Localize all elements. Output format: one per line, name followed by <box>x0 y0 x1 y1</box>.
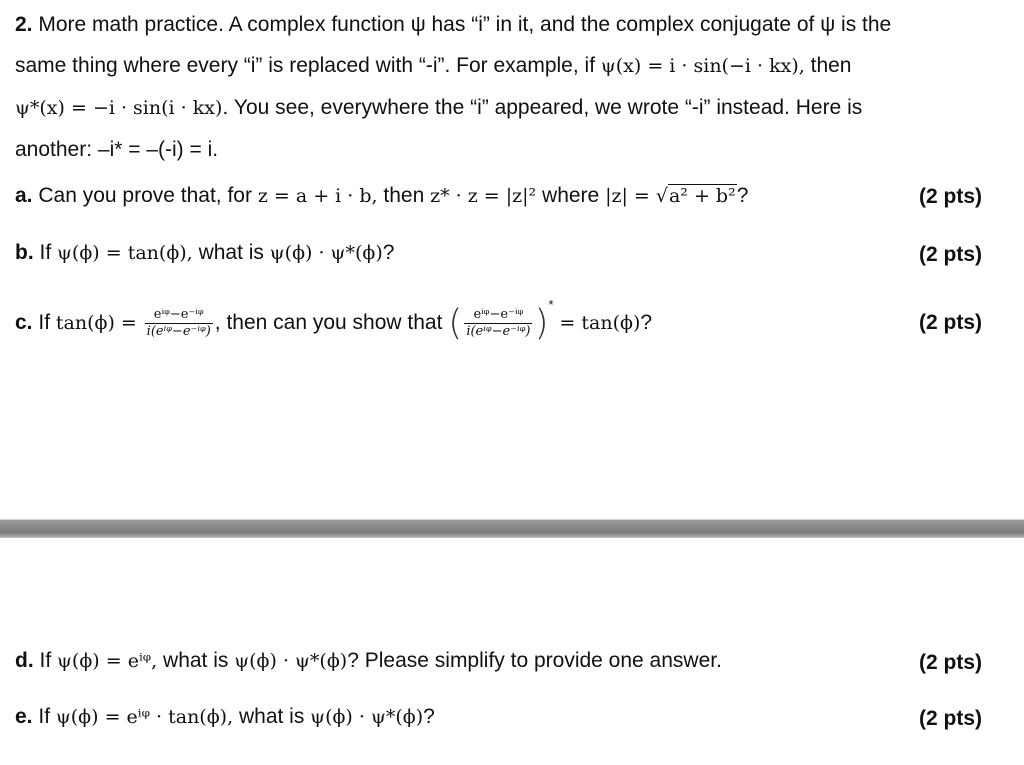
question-e: e. If ψ(ϕ) = eⁱᵠ · tan(ϕ), what is ψ(ϕ) · ψ*(ϕ)? <box>15 705 435 728</box>
points-b: (2 pts) <box>919 243 982 266</box>
intro-line-4: another: –i* = –(-i) = i. <box>15 138 219 161</box>
question-b: b. If ψ(ϕ) = tan(ϕ), what is ψ(ϕ) · ψ*(ϕ)? <box>15 241 395 264</box>
intro-line-3: ψ*(x) = −i · sin(i · kx). You see, everywhere the “i” appeared, we wrote “-i” instead. Here is <box>15 96 863 119</box>
problem-intro <box>15 4 983 170</box>
question-d: d. If ψ(ϕ) = eⁱᵠ, what is ψ(ϕ) · ψ*(ϕ)? Please simplify to provide one answer. <box>15 649 722 672</box>
intro-line-2: same thing where every “i” is replaced with “-i”. For example, if ψ(x) = i · sin(−i · kx), then <box>15 54 852 77</box>
points-d: (2 pts) <box>919 651 982 674</box>
question-a: a. Can you prove that, for z = a + i · b, then z* · z = |z|² where |z| = √a² + b²? <box>15 184 749 207</box>
intro-line-1: 2. More math practice. A complex function ψ has “i” in it, and the complex conjugate of ψ is the <box>15 13 892 36</box>
page-divider <box>0 520 1024 538</box>
fraction-1: $\frac{\text{eⁱᵠ−e⁻ⁱᵠ}}{\text{i(eⁱᵠ−e⁻ⁱᵠ)}}$ <box>146 306 211 339</box>
points-a: (2 pts) <box>919 185 982 208</box>
points-c: (2 pts) <box>919 311 982 334</box>
question-c: c. If tan(ϕ) = $\frac{\text{eⁱᵠ−e⁻ⁱᵠ}}{\text{i(eⁱᵠ−e⁻ⁱᵠ)}}$ , then can you show that ( $\frac{\text{eⁱᵠ−e⁻ⁱᵠ}}{\text{i(eⁱᵠ−e⁻ⁱᵠ)}}$ )* = tan(ϕ)? <box>15 297 653 344</box>
fraction-2: $\frac{\text{eⁱᵠ−e⁻ⁱᵠ}}{\text{i(eⁱᵠ−e⁻ⁱᵠ)}}$ <box>466 306 531 339</box>
points-e: (2 pts) <box>919 707 982 730</box>
